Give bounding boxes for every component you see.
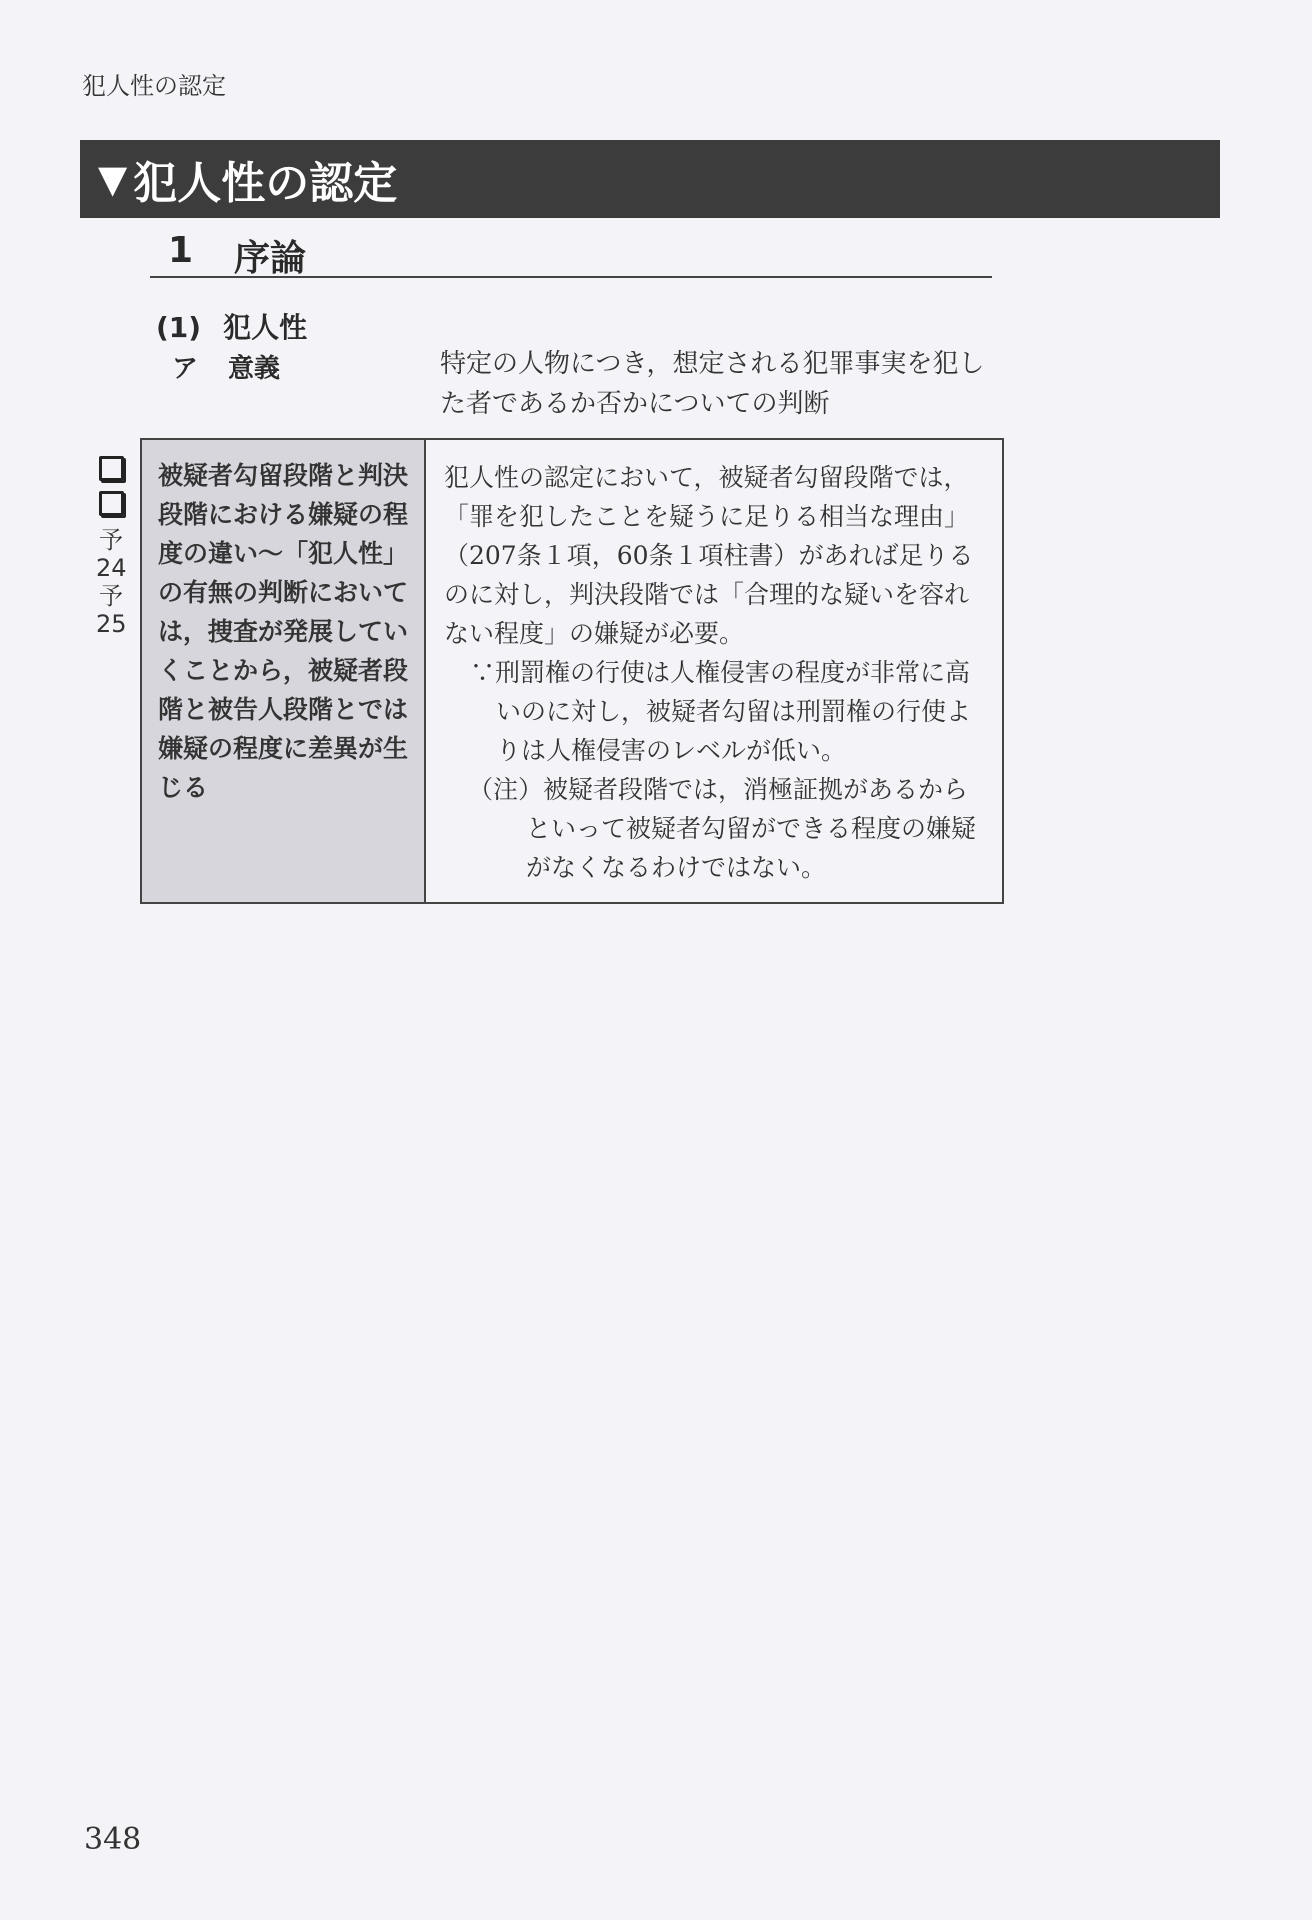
- item-heading: [172, 348, 280, 385]
- table-note-text: （注）被疑者段階では，消極証拠があるからといって被疑者勾留ができる程度の嫌疑がなくなるわけではない。: [468, 775, 977, 882]
- subsection-number: (1): [156, 311, 202, 344]
- checkbox-icon[interactable]: [99, 456, 124, 481]
- section-title: 序論: [234, 238, 307, 279]
- checkbox-icon[interactable]: [99, 491, 124, 516]
- table-reason-text: ∵刑罰権の行使は人権侵害の程度が非常に高いのに対し，被疑者勾留は刑罰権の行使よりは人権侵害のレベルが低い。: [470, 658, 972, 765]
- item-label: ア: [172, 354, 199, 384]
- chapter-title: 犯人性の認定: [133, 158, 398, 209]
- page-number: 348: [84, 1822, 142, 1857]
- section-heading: [150, 224, 992, 278]
- table-main-text: 犯人性の認定において，被疑者勾留段階では，「罪を犯したことを疑うに足りる相当な理由」（207条１項，60条１項柱書）があれば足りるのに対し，判決段階では「合理的な疑いを容れない程度」の嫌疑が必要。: [444, 463, 974, 648]
- subsection-heading: [156, 306, 307, 346]
- triangle-down-icon: ▼: [98, 157, 128, 201]
- running-header: 犯人性の認定: [82, 72, 226, 100]
- table-left-cell: 被疑者勾留段階と判決段階における嫌疑の程度の違い～「犯人性」の有無の判断においては，捜査が発展していくことから，被疑者段階と被告人段階とでは嫌疑の程度に差異が生じる: [142, 440, 426, 902]
- summary-table: [140, 438, 1004, 904]
- exam-mark: 予25: [96, 582, 127, 638]
- table-right-cell: [426, 440, 1002, 902]
- subsection-title: 犯人性: [223, 311, 308, 344]
- section-number: 1: [168, 230, 194, 271]
- chapter-banner: [80, 140, 1220, 218]
- side-marks: [96, 456, 126, 638]
- exam-mark: 予24: [96, 526, 127, 582]
- definition-text: 特定の人物につき，想定される犯罪事実を犯した者であるか否かについての判断: [440, 349, 985, 419]
- item-title: 意義: [228, 354, 281, 384]
